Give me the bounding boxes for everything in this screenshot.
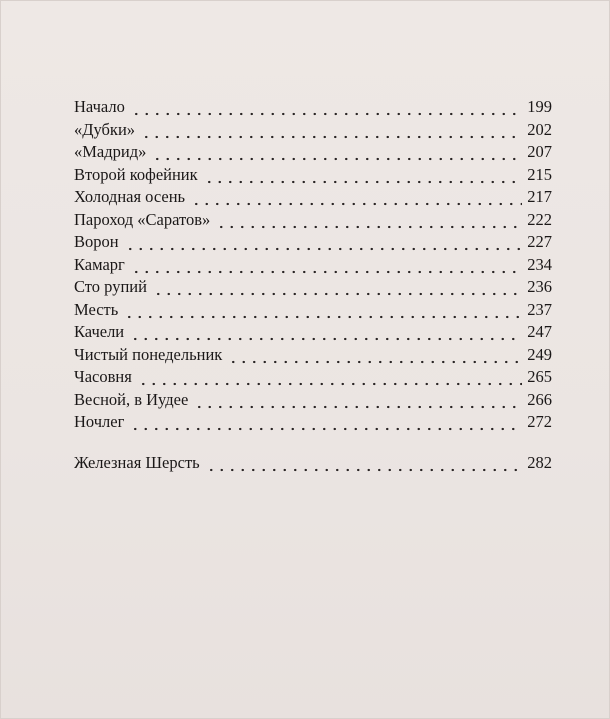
dot-leader	[228, 344, 522, 367]
toc-entry-page: 265	[527, 367, 552, 386]
dot-leader	[206, 452, 522, 475]
dot-leader	[138, 366, 522, 389]
toc-entry	[74, 276, 552, 299]
toc-entry-page: 217	[527, 187, 552, 206]
toc-entry	[74, 96, 552, 119]
dot-leader	[194, 389, 522, 412]
dot-leader	[125, 231, 522, 254]
toc-entry-page: 202	[527, 119, 552, 139]
toc-entry	[74, 164, 552, 187]
dot-leader	[131, 96, 522, 119]
dot-leader	[131, 254, 522, 277]
toc-entry-title: Холодная осень	[74, 187, 186, 206]
toc-entry-page: 247	[527, 322, 552, 341]
toc-entry-title: Чистый понедельник	[74, 344, 223, 364]
toc-entry-title: Железная Шерсть	[74, 452, 200, 472]
toc-entry	[74, 186, 552, 209]
toc-entry-page: 272	[527, 412, 552, 431]
toc-entry-page: 234	[527, 254, 552, 274]
toc-entry-page: 237	[527, 299, 552, 319]
dot-leader	[216, 209, 522, 232]
toc-entry-title: Ворон	[74, 232, 119, 251]
toc-entry-page: 222	[527, 209, 552, 229]
toc-entry	[74, 141, 552, 164]
toc-entry-title: Весной, в Иудее	[74, 389, 189, 409]
toc-entry	[74, 366, 552, 389]
toc-entry	[74, 254, 552, 277]
toc-entry-title: Ночлег	[74, 412, 125, 431]
dot-leader	[130, 411, 522, 434]
toc-entry	[74, 299, 552, 322]
toc-entry	[74, 389, 552, 412]
toc-entry-title: «Мадрид»	[74, 142, 147, 161]
toc-entry	[74, 321, 552, 344]
dot-leader	[152, 141, 522, 164]
toc-entry	[74, 119, 552, 142]
toc-entry	[74, 344, 552, 367]
toc-entry-title: Камарг	[74, 254, 125, 274]
toc-entry	[74, 209, 552, 232]
toc-entry-title: Сто рупий	[74, 277, 147, 296]
dot-leader	[141, 119, 522, 142]
dot-leader	[130, 321, 522, 344]
toc-entry	[74, 411, 552, 434]
toc-entry-page: 207	[527, 142, 552, 161]
toc-entry-title: Месть	[74, 299, 119, 319]
dot-leader	[204, 164, 522, 187]
table-of-contents	[74, 96, 552, 474]
toc-entry-page: 199	[527, 97, 552, 116]
toc-entry-title: Начало	[74, 97, 125, 116]
toc-entry-title: «Дубки»	[74, 119, 136, 139]
toc-entry-title: Второй кофейник	[74, 164, 198, 184]
toc-entry-page: 266	[527, 389, 552, 409]
toc-entry-page: 282	[527, 452, 552, 472]
dot-leader	[191, 186, 522, 209]
toc-entry	[74, 231, 552, 254]
dot-leader	[153, 276, 522, 299]
toc-entry-page: 236	[527, 277, 552, 296]
dot-leader	[124, 299, 522, 322]
toc-entry-title: Часовня	[74, 367, 132, 386]
toc-entry-page: 249	[527, 344, 552, 364]
toc-entry-title: Качели	[74, 322, 125, 341]
toc-entry	[74, 452, 552, 475]
toc-entry-page: 227	[527, 232, 552, 251]
toc-entry-title: Пароход «Саратов»	[74, 209, 211, 229]
toc-entry-page: 215	[527, 164, 552, 184]
